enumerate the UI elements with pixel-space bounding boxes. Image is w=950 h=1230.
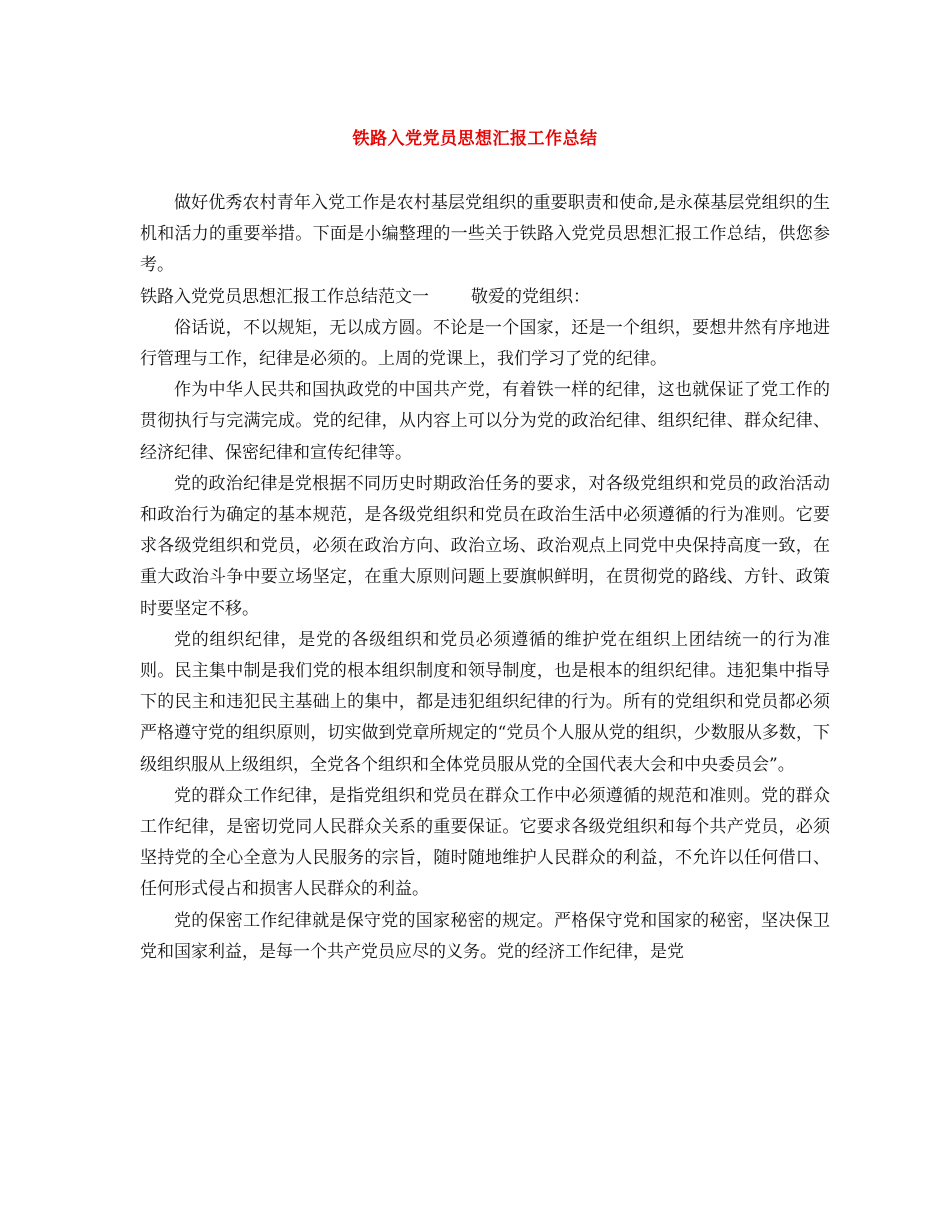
intro-paragraph: 做好优秀农村青年入党工作是农村基层党组织的重要职责和使命,是永葆基层党组织的生机和活力的重要举措。下面是小编整理的一些关于铁路入党党员思想汇报工作总结，供您参考。 bbox=[140, 193, 830, 276]
salutation: 敬爱的党组织： bbox=[471, 286, 590, 307]
document-body bbox=[140, 188, 830, 968]
body-paragraph-3: 党的政治纪律是党根据不同历史时期政治任务的要求，对各级党组织和党员的政治活动和政治行为确定的基本规范，是各级党组织和党员在政治生活中必须遵循的行为准则。它要求各级党组织和党员，必须在政治方向、政治立场、政治观点上同党中央保持高度一致，在重大政治斗争中要立场坚定，在重大原则问题上要旗帜鲜明，在贯彻党的路线、方针、政策时要坚定不移。 bbox=[140, 473, 830, 619]
body-paragraph-4: 党的组织纪律，是党的各级组织和党员必须遵循的维护党在组织上团结统一的行为准则。民主集中制是我们党的根本组织制度和领导制度，也是根本的组织纪律。违犯集中指导下的民主和违犯民主基础上的集中，都是违犯组织纪律的行为。所有的党组织和党员都必须严格遵守党的组织原则，切实做到党章所规定的“党员个人服从党的组织，少数服从多数，下级组织服从上级组织，全党各个组织和全体党员服从党的全国代表大会和中央委员会”。 bbox=[140, 629, 830, 775]
body-paragraph-2: 作为中华人民共和国执政党的中国共产党，有着铁一样的纪律，这也就保证了党工作的贯彻执行与完满完成。党的纪律，从内容上可以分为党的政治纪律、组织纪律、群众纪律、经济纪律、保密纪律和宣传纪律等。 bbox=[140, 380, 830, 463]
body-paragraph-1: 俗话说，不以规矩，无以成方圆。不论是一个国家，还是一个组织，要想井然有序地进行管理与工作，纪律是必须的。上周的党课上，我们学习了党的纪律。 bbox=[140, 317, 830, 370]
body-paragraph-6: 党的保密工作纪律就是保守党的国家秘密的规定。严格保守党和国家的秘密，坚决保卫党和国家利益，是每一个共产党员应尽的义务。党的经济工作纪律，是党 bbox=[140, 910, 830, 962]
body-paragraph-5: 党的群众工作纪律，是指党组织和党员在群众工作中必须遵循的规范和准则。党的群众工作纪律，是密切党同人民群众关系的重要保证。它要求各级党组织和每个共产党员，必须坚持党的全心全意为人民服务的宗旨，随时随地维护人民群众的利益，不允许以任何借口、任何形式侵占和损害人民群众的利益。 bbox=[140, 785, 830, 900]
section-heading-line bbox=[140, 282, 830, 313]
section-heading: 铁路入党党员思想汇报工作总结范文一 bbox=[140, 286, 429, 307]
document-title: 铁路入党党员思想汇报工作总结 bbox=[352, 129, 598, 149]
